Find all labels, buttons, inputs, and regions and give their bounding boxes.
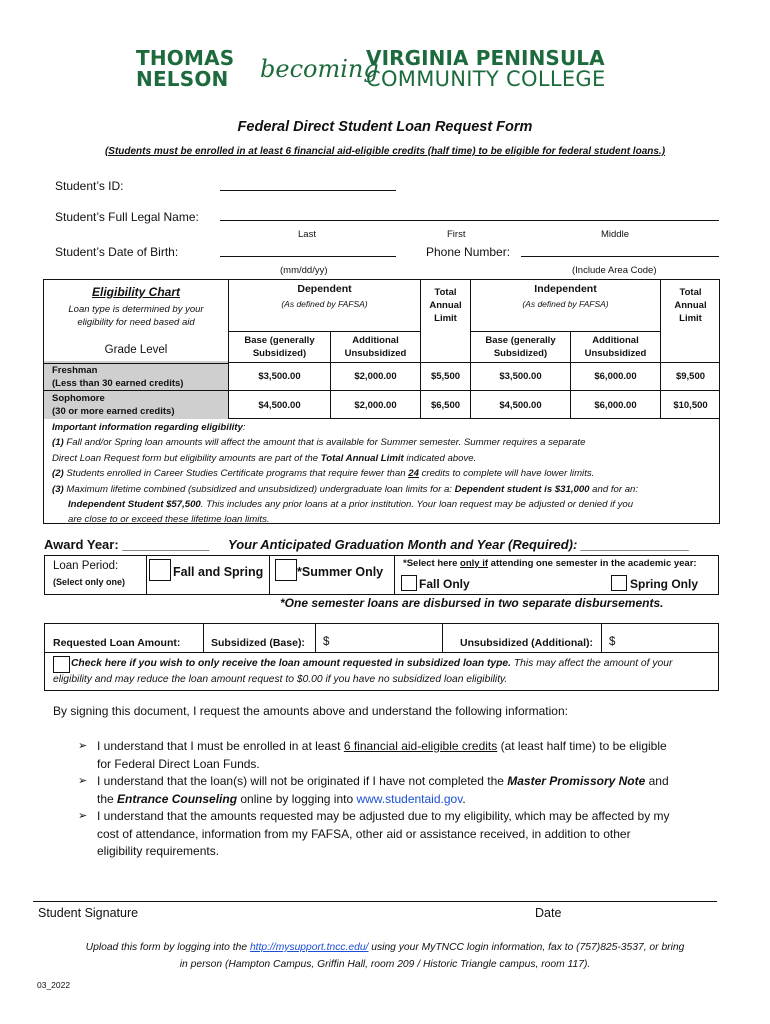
freshman-ind-add: $6,000.00	[571, 363, 661, 391]
note-1-text-b-pre: Direct Loan Request form but eligibility amounts are part of the	[52, 452, 321, 464]
college-logo	[136, 44, 636, 96]
req-divider-4	[601, 624, 602, 652]
dob-format-caption: (mm/dd/yy)	[280, 265, 328, 276]
dep-base-line1: Base (generally	[244, 335, 315, 346]
note-2-credits: 24	[408, 468, 419, 480]
phone-hint-caption: (Include Area Code)	[572, 265, 657, 276]
fall-only-label: Fall Only	[419, 577, 470, 591]
bullet-arrow-icon: ➢	[78, 740, 88, 752]
acknowledgement-list	[78, 738, 728, 861]
eligibility-notes	[43, 418, 720, 524]
select-one-label: (Select only one)	[53, 577, 126, 587]
ack-item-2	[78, 773, 728, 808]
fall-spring-checkbox[interactable]	[149, 559, 171, 581]
eligibility-chart-header	[44, 280, 229, 361]
subsidized-only-bold: Check here if you wish to only receive the loan amount requested in subsidized loan type.	[71, 658, 512, 669]
signing-intro: By signing this document, I request the amounts above and understand the following information:	[53, 704, 568, 718]
ack-1-post: (at least half time) to be eligible	[497, 739, 667, 753]
independent-sub-label: (As defined by FAFSA)	[522, 299, 609, 309]
form-revision-code: 03_2022	[37, 980, 71, 990]
sophomore-ind-base: $4,500.00	[471, 391, 571, 419]
dob-label: Student’s Date of Birth:	[55, 245, 179, 259]
ack-1-credits: 6 financial aid-eligible credits	[343, 739, 498, 753]
fall-only-checkbox[interactable]	[401, 575, 417, 591]
dob-field[interactable]	[220, 256, 396, 257]
logo-virginia-peninsula: VIRGINIA PENINSULA	[366, 46, 605, 70]
ind-base-line2: Subsidized)	[493, 348, 548, 359]
one-semester-only-if: only if	[460, 558, 489, 569]
subsidized-dollar: $	[323, 636, 330, 648]
ind-add-line2: Unsubsidized	[584, 348, 647, 359]
subsidized-only-line-1	[71, 658, 672, 669]
logo-becoming: becoming	[260, 55, 379, 83]
note-1-text-a: Fall and/or Spring loan amounts will affect the amount that is available for Summer semester. Summer requires a separate	[63, 437, 586, 449]
eligibility-chart-desc-2: eligibility for need based aid	[77, 317, 195, 328]
logo-community-college: COMMUNITY COLLEGE	[366, 67, 606, 91]
ack-3-line-3: eligibility requirements.	[97, 844, 220, 858]
ack-2-entrance-counseling: Entrance Counseling	[117, 791, 238, 806]
note-3-post: and for an:	[589, 483, 639, 495]
ind-total-line2: Annual	[674, 300, 707, 311]
note-2-post: credits to complete will have lower limits.	[418, 468, 595, 480]
subsidized-label: Subsidized (Base):	[211, 637, 305, 649]
logo-thomas-nelson	[136, 48, 234, 90]
note-3-dependent-limit: Dependent student is $31,000	[454, 483, 590, 495]
upload-post: using your MyTNCC login information, fax to (757)825-3537, or bring	[368, 942, 685, 953]
notes-heading: Important information regarding eligibility	[52, 422, 243, 433]
ind-add-line1: Additional	[592, 335, 639, 346]
upload-line-1	[0, 939, 770, 956]
ack-3-line-2: cost of attendance, information from my FAFSA, other aid or assistance received, in addition to other	[97, 826, 631, 841]
note-3-line-3: are close to or exceed these lifetime loan limits.	[68, 514, 270, 526]
independent-total-header	[661, 280, 720, 331]
logo-text-thomas: THOMAS	[136, 46, 235, 70]
dependent-sub-label: (As defined by FAFSA)	[281, 299, 368, 309]
note-3-pre: Maximum lifetime combined (subsidized and unsubsidized) undergraduate loan limits for a:	[63, 483, 455, 495]
unsubsidized-dollar: $	[609, 636, 616, 648]
one-semester-instruction	[403, 558, 697, 569]
independent-label: Independent	[534, 283, 597, 295]
ack-item-1	[78, 738, 728, 773]
note-2-pre: Students enrolled in Career Studies Certificate programs that require fewer than	[63, 468, 409, 480]
freshman-dep-total: $5,500	[421, 363, 471, 391]
name-first-caption: First	[447, 229, 466, 240]
loan-period-label: Loan Period:	[53, 560, 119, 572]
independent-header	[471, 280, 661, 331]
loan-period-label-cell	[45, 556, 147, 594]
dependent-header	[229, 280, 421, 331]
bullet-arrow-icon: ➢	[78, 810, 88, 822]
ack-1-line-2: for Federal Direct Loan Funds.	[97, 756, 260, 771]
dep-add-header	[331, 331, 421, 363]
dep-total-line1: Total	[434, 287, 457, 298]
dependent-total-header	[421, 280, 471, 331]
ack-2-l2-pre: the	[97, 791, 118, 806]
freshman-ind-base: $3,500.00	[471, 363, 571, 391]
note-2-line	[52, 466, 719, 481]
sophomore-dep-base: $4,500.00	[229, 391, 331, 419]
eligibility-table	[43, 279, 720, 419]
note-1-text-b-post: indicated above.	[403, 452, 477, 464]
unsubsidized-label: Unsubsidized (Additional):	[460, 637, 593, 649]
ind-total-sub-empty	[661, 331, 720, 363]
eligibility-chart-desc-1: Loan type is determined by your	[68, 304, 204, 315]
note-2-num: (2)	[52, 468, 64, 480]
req-divider-2	[315, 624, 316, 652]
freshman-label: Freshman	[52, 365, 98, 376]
notes-heading-line	[52, 420, 719, 435]
form-title: Federal Direct Student Loan Request Form	[237, 119, 533, 135]
freshman-dep-add: $2,000.00	[331, 363, 421, 391]
bullet-arrow-icon: ➢	[78, 775, 88, 787]
name-middle-caption: Middle	[601, 229, 629, 240]
sophomore-label: Sophomore	[52, 393, 105, 404]
dependent-label: Dependent	[297, 283, 352, 295]
note-3-num: (3)	[52, 483, 64, 495]
ack-2-line-1	[97, 773, 728, 791]
summer-only-checkbox[interactable]	[275, 559, 297, 581]
subsidized-only-rest: This may affect the amount of your	[511, 658, 673, 669]
upload-line-2: in person (Hampton Campus, Griffin Hall, room 209 / Historic Triangle campus, room 117).	[179, 959, 591, 970]
loan-period-divider-1	[269, 556, 270, 594]
form-subtitle: (Students must be enrolled in at least 6 financial aid-eligible credits (half time) to be eligible for federal student loans.)	[104, 146, 666, 157]
freshman-ind-total: $9,500	[661, 363, 720, 391]
dep-add-line2: Unsubsidized	[344, 348, 407, 359]
dep-total-line3: Limit	[434, 313, 457, 324]
loan-period-box	[44, 555, 719, 595]
ack-item-3	[78, 808, 728, 861]
requested-amount-box	[44, 623, 719, 691]
one-semester-post: attending one semester in the academic year:	[488, 558, 697, 569]
spring-only-label: Spring Only	[630, 577, 699, 591]
student-id-field[interactable]	[220, 190, 396, 191]
ack-1-pre: I understand that I must be enrolled in at least	[97, 739, 344, 753]
requested-amount-label: Requested Loan Amount:	[53, 637, 181, 649]
name-last-caption: Last	[298, 229, 316, 240]
phone-label: Phone Number:	[426, 245, 511, 259]
student-id-label: Student’s ID:	[55, 179, 124, 193]
phone-field[interactable]	[521, 256, 719, 257]
note-3-line-2	[52, 497, 719, 512]
freshman-dep-base: $3,500.00	[229, 363, 331, 391]
full-name-field[interactable]	[220, 220, 719, 221]
dep-add-line1: Additional	[352, 335, 399, 346]
one-semester-pre: *Select here	[403, 558, 461, 569]
subsidized-only-line-2: eligibility and may reduce the loan amount request to $0.00 if you have no subsidized loan eligibility.	[53, 674, 508, 685]
ind-base-header	[471, 331, 571, 363]
loan-period-divider-2	[394, 556, 395, 594]
ind-add-header	[571, 331, 661, 363]
graduation-date-label[interactable]: Your Anticipated Graduation Month and Year (Required): _______________	[228, 537, 690, 552]
dep-base-line2: Subsidized)	[252, 348, 307, 359]
sophomore-dep-total: $6,500	[421, 391, 471, 419]
dep-total-sub-empty	[421, 331, 471, 363]
note-1-line-2	[52, 451, 719, 466]
sophomore-dep-add: $2,000.00	[331, 391, 421, 419]
ack-1-line-1	[97, 738, 728, 756]
studentaid-link[interactable]: www.studentaid.gov	[356, 791, 463, 806]
grade-level-label: Grade Level	[104, 344, 168, 356]
freshman-credits: (Less than 30 earned credits)	[52, 378, 184, 389]
eligibility-chart-title: Eligibility Chart	[91, 285, 180, 299]
requested-amount-row	[45, 624, 718, 653]
notes-heading-colon: :	[242, 422, 246, 433]
logo-text-nelson: NELSON	[136, 67, 229, 91]
ack-2-l2-post: .	[462, 791, 466, 806]
ack-3-line-1: I understand that the amounts requested may be adjusted due to my eligibility, which may be affected by my	[97, 809, 670, 823]
fall-spring-label: Fall and Spring	[173, 565, 264, 579]
ack-2-line-2	[97, 791, 728, 809]
req-divider-3	[442, 624, 443, 652]
mysupport-link[interactable]: http://mysupport.tncc.edu/	[249, 942, 369, 953]
unsubsidized-amount-input[interactable]	[615, 624, 718, 652]
ack-2-post: and	[645, 774, 669, 788]
summer-only-label: *Summer Only	[297, 565, 384, 579]
dep-total-line2: Annual	[429, 300, 462, 311]
note-3-independent-limit: Independent Student $57,500	[68, 499, 201, 511]
date-label: Date	[535, 906, 562, 920]
ind-total-line3: Limit	[679, 313, 702, 324]
ack-2-mpn: Master Promissory Note	[507, 774, 646, 788]
full-name-label: Student’s Full Legal Name:	[55, 210, 199, 224]
disbursement-note: *One semester loans are disbursed in two separate disbursements.	[280, 596, 664, 610]
note-3-line-2-text: . This includes any prior loans at a prior institution. Your loan request may be adjusted or denied if you	[200, 499, 634, 511]
ack-2-pre: I understand that the loan(s) will not be originated if I have not completed the	[97, 774, 508, 788]
subsidized-only-checkbox[interactable]	[53, 656, 70, 673]
dep-base-header	[229, 331, 331, 363]
upload-instructions	[0, 939, 770, 973]
ind-base-line1: Base (generally	[485, 335, 556, 346]
ind-total-line1: Total	[679, 287, 702, 298]
sophomore-ind-total: $10,500	[673, 399, 708, 411]
signature-line[interactable]	[33, 901, 717, 902]
table-row-freshman-grade	[44, 363, 229, 391]
note-1-num: (1)	[52, 437, 64, 449]
sophomore-ind-add: $6,000.00	[571, 391, 661, 419]
table-row-sophomore-grade	[44, 391, 229, 419]
student-signature-label: Student Signature	[38, 906, 139, 920]
spring-only-checkbox[interactable]	[611, 575, 627, 591]
sophomore-credits: (30 or more earned credits)	[52, 406, 175, 417]
upload-pre: Upload this form by logging into the	[85, 942, 250, 953]
ack-2-l2-mid: online by logging into	[237, 791, 357, 806]
note-1-total-annual-limit: Total Annual Limit	[320, 452, 404, 464]
req-divider-1	[203, 624, 204, 652]
note-1-line-1	[52, 435, 719, 450]
note-3-line-1	[52, 482, 719, 497]
award-year-label[interactable]: Award Year: ____________	[44, 537, 210, 552]
subsidized-amount-input[interactable]	[327, 624, 442, 652]
